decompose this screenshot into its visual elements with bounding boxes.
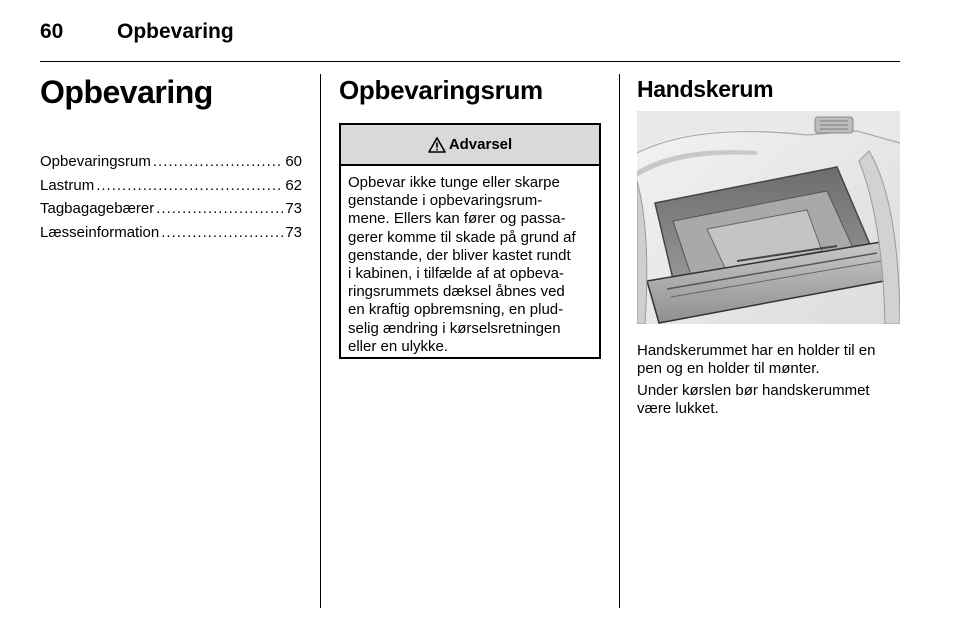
- toc-entry-label[interactable]: Tagbagagebærer: [40, 200, 155, 217]
- toc-leader-dots: [153, 150, 283, 174]
- toc-entry-page[interactable]: 73: [285, 223, 302, 241]
- warning-heading: [341, 125, 599, 166]
- toc-entry-page[interactable]: 62: [285, 176, 302, 194]
- warning-line: Opbevar ikke tunge eller skarpe: [348, 174, 560, 191]
- warning-line: i kabinen, i tilfælde af at opbeva-: [348, 265, 564, 283]
- header-rule: [40, 61, 900, 62]
- toc-leader-dots: [161, 221, 283, 245]
- warning-text: [341, 166, 599, 356]
- toc-entry-label[interactable]: Læsseinformation: [40, 223, 160, 241]
- toc-entry[interactable]: [40, 174, 302, 198]
- paragraph-line: Under kørslen bør handskerummet: [637, 382, 870, 399]
- warning-line: genstande, der bliver kastet rundt: [348, 246, 571, 264]
- paragraph-line: være lukket.: [637, 400, 719, 418]
- glovebox-paragraph: [637, 382, 900, 418]
- glovebox-paragraph: [637, 342, 900, 378]
- toc-entry[interactable]: [40, 150, 302, 174]
- chapter-title: Opbevaring: [40, 74, 213, 110]
- toc-entry-page[interactable]: 60: [285, 153, 302, 170]
- toc-leader-dots: [156, 197, 283, 221]
- warning-line: genstande i opbevaringsrum-: [348, 192, 543, 210]
- warning-heading-label: Advarsel: [448, 136, 513, 153]
- glovebox-illustration: [637, 111, 900, 324]
- table-of-contents: [40, 150, 302, 244]
- paragraph-line: Handskerummet har en holder til en: [637, 342, 876, 359]
- warning-line: selig ændring i kørselsretningen: [348, 319, 561, 337]
- paragraph-line: pen og en holder til mønter.: [637, 360, 820, 378]
- warning-triangle-icon: [428, 137, 446, 153]
- warning-box: [339, 123, 601, 359]
- running-header-title: Opbevaring: [117, 20, 234, 43]
- warning-line: mene. Ellers kan fører og passa-: [348, 210, 566, 228]
- section-title-glovebox: Handskerum: [637, 76, 774, 102]
- toc-entry[interactable]: [40, 197, 302, 221]
- warning-line: eller en ulykke.: [348, 337, 449, 355]
- warning-line: ringsrummets dæksel åbnes ved: [348, 283, 565, 301]
- warning-line: gerer komme til skade på grund af: [348, 228, 576, 246]
- toc-entry-label[interactable]: Opbevaringsrum: [40, 153, 151, 170]
- column-divider: [619, 74, 620, 608]
- page-number: 60: [40, 20, 64, 43]
- toc-entry-label[interactable]: Lastrum: [40, 176, 95, 194]
- toc-entry-page[interactable]: 73: [285, 200, 302, 217]
- warning-line: en kraftig opbremsning, en plud-: [348, 301, 564, 319]
- section-title-storage: Opbevaringsrum: [339, 75, 543, 105]
- column-divider: [320, 74, 321, 608]
- toc-entry[interactable]: [40, 221, 302, 245]
- toc-leader-dots: [96, 174, 283, 198]
